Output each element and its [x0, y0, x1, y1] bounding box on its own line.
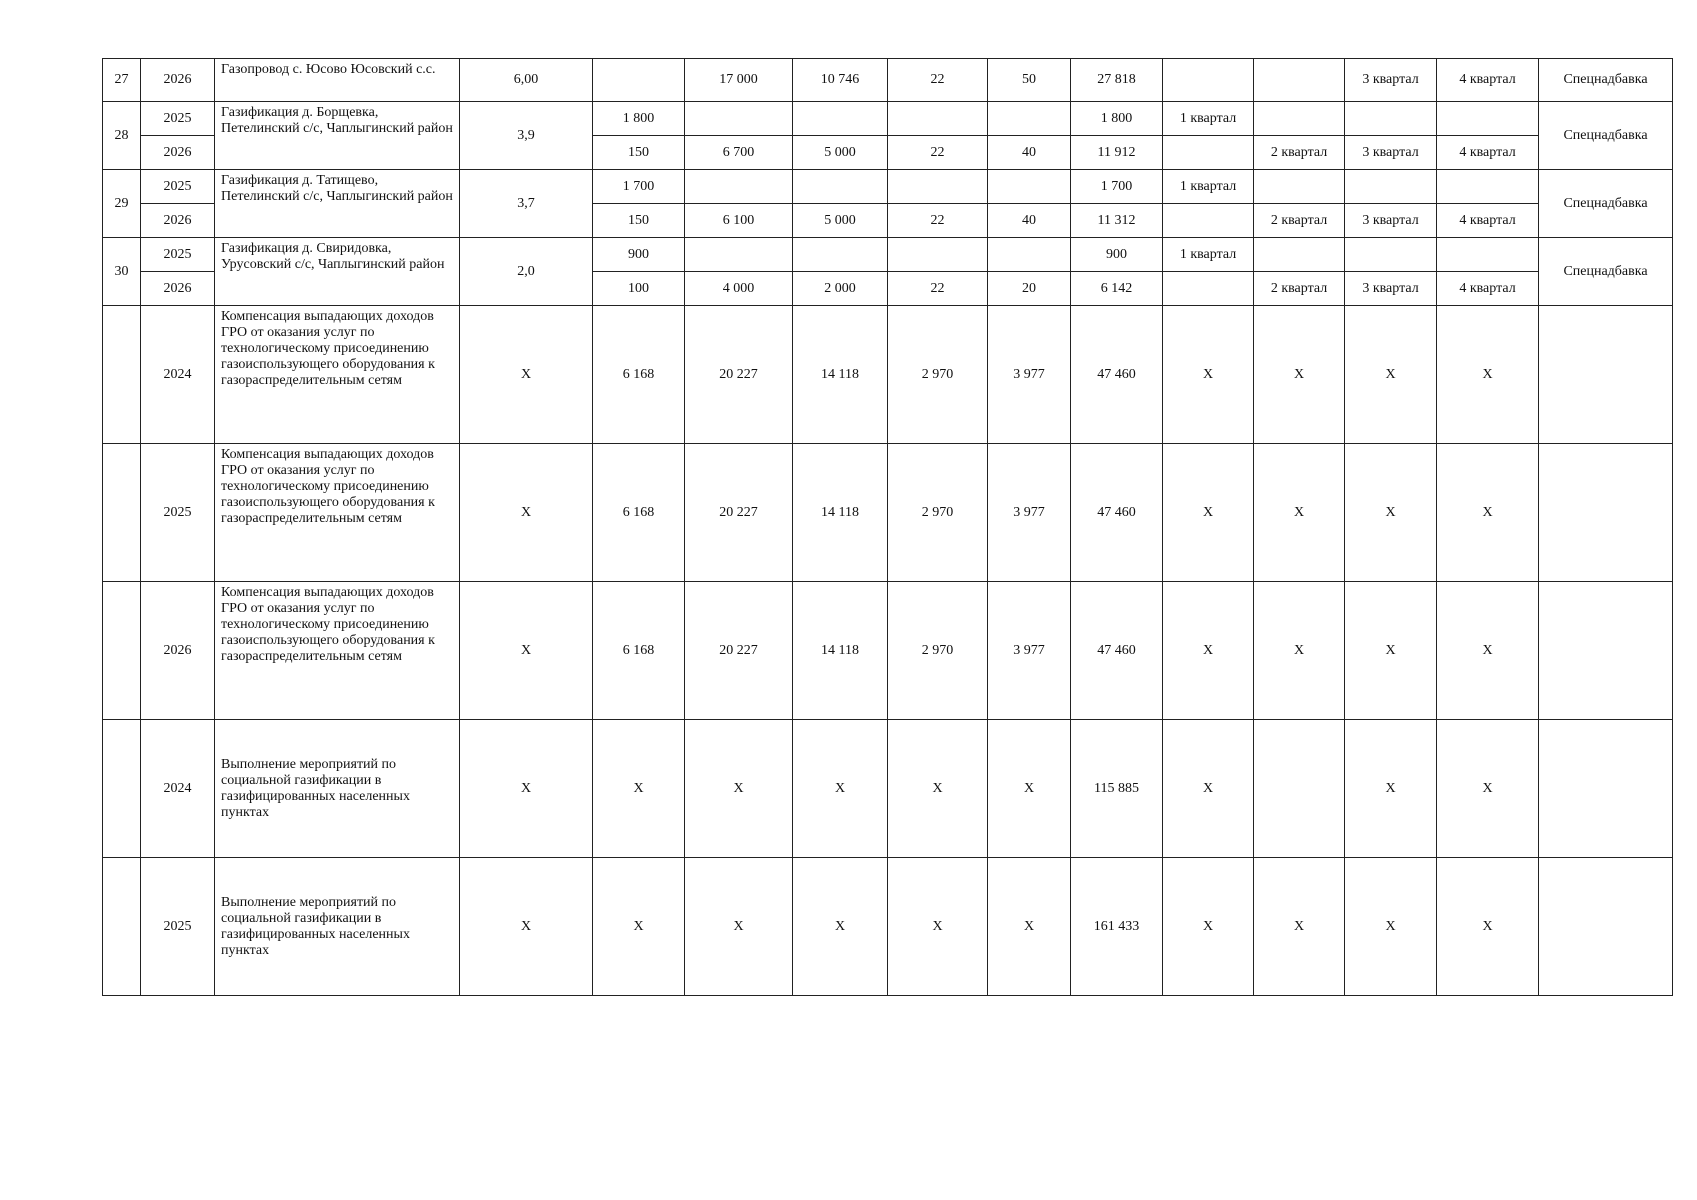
- row-number: 29: [103, 170, 141, 238]
- quarter-cell: [1163, 272, 1254, 306]
- total-cell: 161 433: [1071, 858, 1163, 996]
- row-year: 2026: [141, 59, 215, 102]
- row-number: [103, 582, 141, 720]
- table-row: [103, 444, 1673, 582]
- quarter-cell: X: [1437, 720, 1539, 858]
- total-cell: 47 460: [1071, 582, 1163, 720]
- quarter-cell: [1254, 102, 1345, 136]
- object-name: Выполнение мероприятий по социальной газификации в газифицированных населенных пунктах: [215, 720, 460, 858]
- funding-source: [1539, 444, 1673, 582]
- value-cell: 20: [988, 272, 1071, 306]
- quarter-cell: X: [1163, 858, 1254, 996]
- funding-source: Спецнадбавка: [1539, 170, 1673, 238]
- length-cell: 3,9: [460, 102, 593, 170]
- length-cell: X: [460, 444, 593, 582]
- row-number: 28: [103, 102, 141, 170]
- value-cell: 14 118: [793, 582, 888, 720]
- quarter-cell: [1163, 59, 1254, 102]
- value-cell: 3 977: [988, 582, 1071, 720]
- value-cell: [888, 238, 988, 272]
- object-name: Газификация д. Свиридовка, Урусовский с/с, Чаплыгинский район: [215, 238, 460, 306]
- value-cell: X: [793, 720, 888, 858]
- quarter-cell: 4 квартал: [1437, 136, 1539, 170]
- value-cell: [685, 238, 793, 272]
- value-cell: 14 118: [793, 306, 888, 444]
- object-name: Компенсация выпадающих доходов ГРО от оказания услуг по технологическому присоединению газоиспользующего оборудования к газораспределительным сетям: [215, 306, 460, 444]
- value-cell: 3 977: [988, 444, 1071, 582]
- value-cell: 5 000: [793, 136, 888, 170]
- quarter-cell: X: [1345, 720, 1437, 858]
- quarter-cell: [1437, 102, 1539, 136]
- row-number: [103, 720, 141, 858]
- value-cell: 100: [593, 272, 685, 306]
- value-cell: [793, 102, 888, 136]
- length-cell: X: [460, 582, 593, 720]
- value-cell: 150: [593, 136, 685, 170]
- row-year: 2026: [141, 136, 215, 170]
- value-cell: 3 977: [988, 306, 1071, 444]
- object-name: Газопровод с. Юсово Юсовский с.с.: [215, 59, 460, 102]
- value-cell: 1 700: [593, 170, 685, 204]
- object-name: Компенсация выпадающих доходов ГРО от оказания услуг по технологическому присоединению газоиспользующего оборудования к газораспределительным сетям: [215, 444, 460, 582]
- row-year: 2025: [141, 102, 215, 136]
- value-cell: X: [888, 720, 988, 858]
- quarter-cell: [1437, 238, 1539, 272]
- quarter-cell: X: [1345, 858, 1437, 996]
- value-cell: 22: [888, 136, 988, 170]
- quarter-cell: 4 квартал: [1437, 59, 1539, 102]
- total-cell: 27 818: [1071, 59, 1163, 102]
- value-cell: 4 000: [685, 272, 793, 306]
- value-cell: 40: [988, 136, 1071, 170]
- value-cell: [988, 238, 1071, 272]
- quarter-cell: X: [1345, 306, 1437, 444]
- row-year: 2026: [141, 204, 215, 238]
- quarter-cell: X: [1163, 720, 1254, 858]
- row-year: 2024: [141, 306, 215, 444]
- quarter-cell: [1345, 170, 1437, 204]
- total-cell: 1 700: [1071, 170, 1163, 204]
- row-year: 2025: [141, 858, 215, 996]
- value-cell: 14 118: [793, 444, 888, 582]
- value-cell: [888, 170, 988, 204]
- value-cell: [593, 59, 685, 102]
- value-cell: 1 800: [593, 102, 685, 136]
- quarter-cell: 3 квартал: [1345, 272, 1437, 306]
- funding-source: [1539, 858, 1673, 996]
- total-cell: 11 312: [1071, 204, 1163, 238]
- row-number: [103, 444, 141, 582]
- value-cell: 22: [888, 204, 988, 238]
- funding-source: Спецнадбавка: [1539, 59, 1673, 102]
- value-cell: 2 970: [888, 306, 988, 444]
- value-cell: 2 970: [888, 444, 988, 582]
- value-cell: 2 000: [793, 272, 888, 306]
- value-cell: [988, 102, 1071, 136]
- value-cell: [988, 170, 1071, 204]
- quarter-cell: 3 квартал: [1345, 59, 1437, 102]
- quarter-cell: X: [1163, 306, 1254, 444]
- value-cell: 22: [888, 272, 988, 306]
- funding-source: [1539, 306, 1673, 444]
- table-row: [103, 582, 1673, 720]
- quarter-cell: 1 квартал: [1163, 102, 1254, 136]
- table-row: [103, 170, 1673, 204]
- funding-source: Спецнадбавка: [1539, 102, 1673, 170]
- total-cell: 47 460: [1071, 444, 1163, 582]
- object-name: Компенсация выпадающих доходов ГРО от оказания услуг по технологическому присоединению газоиспользующего оборудования к газораспределительным сетям: [215, 582, 460, 720]
- value-cell: 50: [988, 59, 1071, 102]
- value-cell: 2 970: [888, 582, 988, 720]
- row-number: [103, 858, 141, 996]
- quarter-cell: 1 квартал: [1163, 238, 1254, 272]
- value-cell: 6 168: [593, 582, 685, 720]
- table-row: [103, 102, 1673, 136]
- quarter-cell: X: [1345, 444, 1437, 582]
- quarter-cell: X: [1437, 582, 1539, 720]
- quarter-cell: X: [1254, 306, 1345, 444]
- value-cell: 150: [593, 204, 685, 238]
- quarter-cell: X: [1437, 444, 1539, 582]
- value-cell: [888, 102, 988, 136]
- quarter-cell: X: [1254, 858, 1345, 996]
- quarter-cell: 2 квартал: [1254, 204, 1345, 238]
- table-row: [103, 59, 1673, 102]
- value-cell: 6 168: [593, 444, 685, 582]
- quarter-cell: 2 квартал: [1254, 136, 1345, 170]
- quarter-cell: [1345, 102, 1437, 136]
- quarter-cell: [1254, 720, 1345, 858]
- value-cell: 22: [888, 59, 988, 102]
- row-number: 27: [103, 59, 141, 102]
- row-number: [103, 306, 141, 444]
- row-year: 2024: [141, 720, 215, 858]
- length-cell: 2,0: [460, 238, 593, 306]
- value-cell: X: [685, 858, 793, 996]
- funding-source: [1539, 720, 1673, 858]
- total-cell: 11 912: [1071, 136, 1163, 170]
- value-cell: [685, 102, 793, 136]
- total-cell: 6 142: [1071, 272, 1163, 306]
- table-row: [103, 238, 1673, 272]
- quarter-cell: 2 квартал: [1254, 272, 1345, 306]
- total-cell: 900: [1071, 238, 1163, 272]
- value-cell: [793, 238, 888, 272]
- row-year: 2026: [141, 582, 215, 720]
- length-cell: X: [460, 858, 593, 996]
- total-cell: 47 460: [1071, 306, 1163, 444]
- value-cell: 6 100: [685, 204, 793, 238]
- total-cell: 1 800: [1071, 102, 1163, 136]
- value-cell: X: [593, 720, 685, 858]
- length-cell: 6,00: [460, 59, 593, 102]
- value-cell: X: [988, 720, 1071, 858]
- quarter-cell: 4 квартал: [1437, 272, 1539, 306]
- quarter-cell: X: [1437, 306, 1539, 444]
- value-cell: 10 746: [793, 59, 888, 102]
- row-year: 2025: [141, 444, 215, 582]
- quarter-cell: X: [1254, 582, 1345, 720]
- object-name: Газификация д. Борщевка, Петелинский с/с, Чаплыгинский район: [215, 102, 460, 170]
- table-row: [103, 720, 1673, 858]
- value-cell: 20 227: [685, 582, 793, 720]
- value-cell: 5 000: [793, 204, 888, 238]
- quarter-cell: 3 квартал: [1345, 204, 1437, 238]
- value-cell: 6 700: [685, 136, 793, 170]
- quarter-cell: [1254, 170, 1345, 204]
- row-number: 30: [103, 238, 141, 306]
- quarter-cell: X: [1163, 444, 1254, 582]
- total-cell: 115 885: [1071, 720, 1163, 858]
- value-cell: X: [593, 858, 685, 996]
- object-name: Выполнение мероприятий по социальной газификации в газифицированных населенных пунктах: [215, 858, 460, 996]
- value-cell: 900: [593, 238, 685, 272]
- length-cell: X: [460, 720, 593, 858]
- quarter-cell: [1345, 238, 1437, 272]
- length-cell: 3,7: [460, 170, 593, 238]
- row-year: 2025: [141, 170, 215, 204]
- value-cell: X: [793, 858, 888, 996]
- quarter-cell: [1254, 59, 1345, 102]
- investment-table: [102, 58, 1673, 996]
- quarter-cell: X: [1437, 858, 1539, 996]
- quarter-cell: [1163, 136, 1254, 170]
- value-cell: X: [988, 858, 1071, 996]
- length-cell: X: [460, 306, 593, 444]
- value-cell: 20 227: [685, 444, 793, 582]
- value-cell: 40: [988, 204, 1071, 238]
- quarter-cell: 1 квартал: [1163, 170, 1254, 204]
- table-row: [103, 858, 1673, 996]
- value-cell: 17 000: [685, 59, 793, 102]
- table-row: [103, 306, 1673, 444]
- quarter-cell: 4 квартал: [1437, 204, 1539, 238]
- quarter-cell: X: [1345, 582, 1437, 720]
- value-cell: [685, 170, 793, 204]
- row-year: 2025: [141, 238, 215, 272]
- row-year: 2026: [141, 272, 215, 306]
- quarter-cell: X: [1254, 444, 1345, 582]
- funding-source: [1539, 582, 1673, 720]
- value-cell: 6 168: [593, 306, 685, 444]
- quarter-cell: 3 квартал: [1345, 136, 1437, 170]
- funding-source: Спецнадбавка: [1539, 238, 1673, 306]
- value-cell: [793, 170, 888, 204]
- quarter-cell: [1437, 170, 1539, 204]
- quarter-cell: [1163, 204, 1254, 238]
- quarter-cell: X: [1163, 582, 1254, 720]
- value-cell: 20 227: [685, 306, 793, 444]
- object-name: Газификация д. Татищево, Петелинский с/с, Чаплыгинский район: [215, 170, 460, 238]
- value-cell: X: [685, 720, 793, 858]
- quarter-cell: [1254, 238, 1345, 272]
- value-cell: X: [888, 858, 988, 996]
